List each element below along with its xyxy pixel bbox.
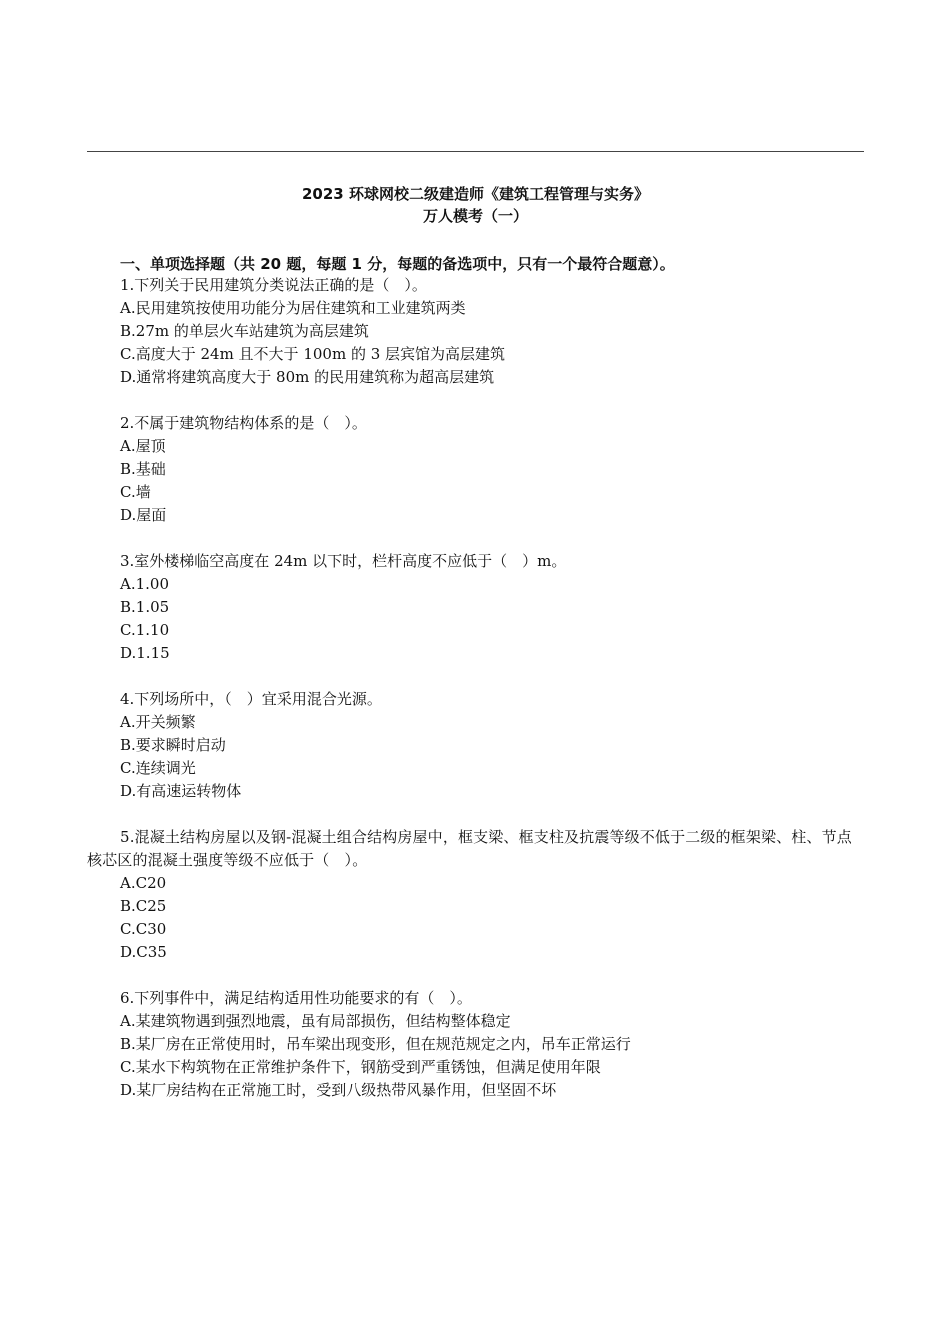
header-divider: [87, 151, 864, 152]
option-b: B.C25: [120, 897, 167, 915]
question-stem: 2.不属于建筑物结构体系的是（ ）。: [120, 414, 367, 432]
option-c: C.墙: [120, 483, 151, 501]
option-b: B.27m 的单层火车站建筑为高层建筑: [120, 322, 369, 340]
option-d: D.有高速运转物体: [120, 782, 242, 800]
option-c: C.C30: [120, 920, 167, 938]
question-stem: 6.下列事件中，满足结构适用性功能要求的有（ ）。: [120, 989, 472, 1007]
question-6: [87, 987, 867, 1102]
option-c: C.高度大于 24m 且不大于 100m 的 3 层宾馆为高层建筑: [120, 345, 506, 363]
option-b: B.基础: [120, 460, 166, 478]
question-stem: 1.下列关于民用建筑分类说法正确的是（ ）。: [120, 276, 427, 294]
option-c: C.连续调光: [120, 759, 196, 777]
question-stem: 3.室外楼梯临空高度在 24m 以下时，栏杆高度不应低于（ ）m。: [120, 552, 567, 570]
question-list: [87, 274, 867, 1125]
option-a: A.屋顶: [120, 437, 166, 455]
option-d: D.通常将建筑高度大于 80m 的民用建筑称为超高层建筑: [120, 368, 495, 386]
option-d: D.某厂房结构在正常施工时，受到八级热带风暴作用，但坚固不坏: [120, 1081, 557, 1099]
document-title: 2023 环球网校二级建造师《建筑工程管理与实务》: [302, 185, 649, 203]
question-1: [87, 274, 867, 389]
question-5: [87, 826, 867, 964]
question-4: [87, 688, 867, 803]
question-2: [87, 412, 867, 527]
option-a: A.开关频繁: [120, 713, 196, 731]
option-d: D.屋面: [120, 506, 167, 524]
option-a: A.C20: [120, 874, 167, 892]
option-c: C.某水下构筑物在正常维护条件下，钢筋受到严重锈蚀，但满足使用年限: [120, 1058, 601, 1076]
question-3: [87, 550, 867, 665]
document-subtitle: 万人模考（一）: [422, 207, 528, 225]
option-a: A.1.00: [120, 575, 169, 593]
option-d: D.C35: [120, 943, 167, 961]
option-d: D.1.15: [120, 644, 170, 662]
option-b: B.要求瞬时启动: [120, 736, 226, 754]
option-c: C.1.10: [120, 621, 170, 639]
option-a: A.民用建筑按使用功能分为居住建筑和工业建筑两类: [120, 299, 466, 317]
question-stem: 4.下列场所中，（ ）宜采用混合光源。: [120, 690, 382, 708]
section-heading: 一、单项选择题（共 20 题，每题 1 分，每题的备选项中，只有一个最符合题意）。: [120, 255, 675, 273]
option-a: A.某建筑物遇到强烈地震，虽有局部损伤，但结构整体稳定: [120, 1012, 511, 1030]
question-stem: 5.混凝土结构房屋以及钢-混凝土组合结构房屋中，框支梁、框支柱及抗震等级不低于二级的框架梁、柱、节点核芯区的混凝土强度等级不应低于（ ）。: [87, 828, 852, 869]
option-b: B.某厂房在正常使用时，吊车梁出现变形，但在规范规定之内，吊车正常运行: [120, 1035, 631, 1053]
option-b: B.1.05: [120, 598, 170, 616]
